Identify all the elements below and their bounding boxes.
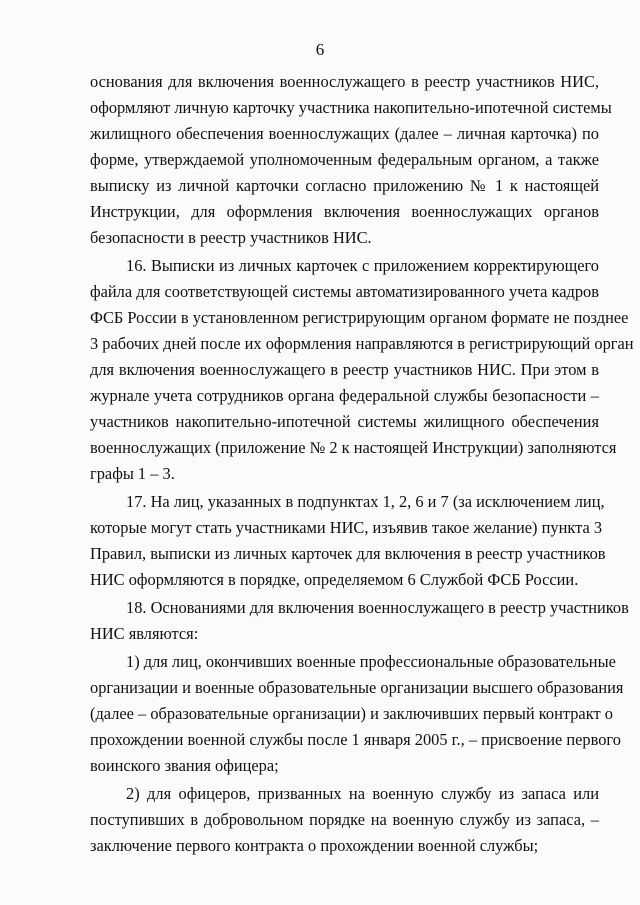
text-line: поступивших в добровольном порядке на военную службу из запаса, –	[90, 810, 599, 829]
text-line: военнослужащих (приложение № 2 к настоящей Инструкции) заполняются	[90, 438, 617, 457]
text-line: Инструкции, для оформления включения военнослужащих органов	[90, 202, 599, 221]
text-line: воинского звания офицера;	[90, 756, 279, 775]
text-line: ФСБ России в установленном регистрирующим органом формате не позднее	[90, 308, 629, 327]
text-line: файла для соответствующей системы автоматизированного учета кадров	[90, 282, 599, 301]
paragraph-17-first-line: 17. На лиц, указанных в подпунктах 1, 2, 6 и 7 (за исключением лиц,	[126, 492, 605, 511]
text-line: оформляют личную карточку участника накопительно-ипотечной системы	[90, 98, 612, 117]
text-line: Правил, выписки из личных карточек для включения в реестр участников	[90, 544, 606, 563]
paragraph-18-first-line: 18. Основаниями для включения военнослужащего в реестр участников	[126, 598, 629, 617]
text-line: для включения военнослужащего в реестр участников НИС. При этом в	[90, 360, 599, 379]
text-line: форме, утверждаемой уполномоченным федеральным органом, а также	[90, 150, 599, 169]
text-line: заключение первого контракта о прохождении военной службы;	[90, 836, 539, 855]
paragraph-16-first-line: 16. Выписки из личных карточек с приложением корректирующего	[126, 256, 599, 275]
text-line: участников накопительно-ипотечной системы жилищного обеспечения	[90, 412, 599, 431]
page-number: 6	[315, 40, 325, 59]
text-line: прохождении военной службы после 1 января 2005 г., – присвоение первого	[90, 730, 621, 749]
text-line: 3 рабочих дней после их оформления направляются в регистрирующий орган	[90, 334, 634, 353]
subitem-2-first-line: 2) для офицеров, призванных на военную службу из запаса или	[126, 784, 599, 803]
text-line: НИС являются:	[90, 624, 199, 643]
subitem-1-first-line: 1) для лиц, окончивших военные профессиональные образовательные	[126, 652, 616, 671]
text-line: графы 1 – 3.	[90, 464, 175, 483]
text-line: (далее – образовательные организации) и заключивших первый контракт о	[90, 704, 613, 723]
text-line: журнале учета сотрудников органа федеральной службы безопасности –	[90, 386, 599, 405]
text-line: основания для включения военнослужащего в реестр участников НИС,	[90, 72, 599, 91]
text-line: выписку из личной карточки согласно приложению № 1 к настоящей	[90, 176, 599, 195]
text-line: которые могут стать участниками НИС, изъявив такое желание) пункта 3	[90, 518, 603, 537]
text-line: НИС оформляются в порядке, определяемом 6 Службой ФСБ России.	[90, 570, 579, 589]
text-line: безопасности в реестр участников НИС.	[90, 228, 372, 247]
text-line: жилищного обеспечения военнослужащих (далее – личная карточка) по	[90, 124, 599, 143]
text-line: организации и военные образовательные организации высшего образования	[90, 678, 624, 697]
